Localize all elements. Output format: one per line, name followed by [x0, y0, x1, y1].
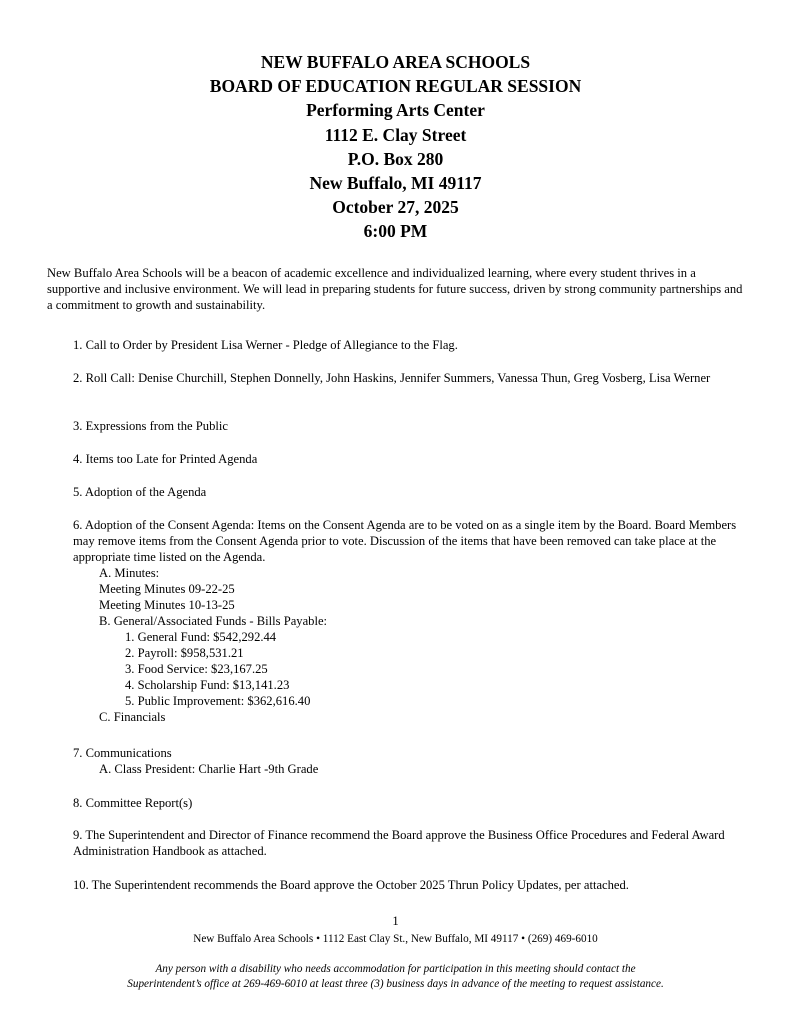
- agenda-item-5: 5. Adoption of the Agenda: [73, 485, 207, 499]
- fund-entry: 4. Scholarship Fund: $13,141.23: [125, 678, 290, 692]
- meeting-time: 6:00 PM: [363, 221, 428, 242]
- meeting-date: October 27, 2025: [332, 197, 459, 218]
- fund-entry: 5. Public Improvement: $362,616.40: [125, 694, 311, 708]
- accessibility-disclaimer: [0, 962, 791, 991]
- financials-label: C. Financials: [99, 710, 166, 724]
- class-president: A. Class President: Charlie Hart -9th Grade: [99, 762, 319, 776]
- agenda-item-10: 10. The Superintendent recommends the Board approve the October 2025 Thrun Policy Updates, per attached.: [73, 878, 629, 892]
- minutes-entry: Meeting Minutes 10-13-25: [99, 598, 235, 612]
- fund-entry: 3. Food Service: $23,167.25: [125, 662, 268, 676]
- footer-address: New Buffalo Area Schools • 1112 East Clay St., New Buffalo, MI 49117 • (269) 469-6010: [193, 933, 598, 945]
- agenda-item-9: 9. The Superintendent and Director of Finance recommend the Board approve the Business Office Procedures and Federal Award Administration Handbook as attached.: [73, 828, 725, 858]
- street-address: 1112 E. Clay Street: [324, 124, 467, 145]
- agenda-item-7: [73, 745, 743, 777]
- fund-entry: 2. Payroll: $958,531.21: [125, 646, 244, 660]
- communications-label: 7. Communications: [73, 746, 172, 760]
- city-state-zip: New Buffalo, MI 49117: [309, 173, 482, 194]
- document-header: [0, 50, 791, 244]
- district-name: NEW BUFFALO AREA SCHOOLS: [260, 52, 531, 72]
- consent-subitems: [73, 565, 743, 725]
- disclaimer-line: Superintendent’s office at 269-469-6010 at least three (3) business days in advance of the meeting to request assistance.: [127, 977, 664, 990]
- minutes-entry: Meeting Minutes 09-22-25: [99, 582, 235, 596]
- venue: Performing Arts Center: [306, 100, 485, 121]
- fund-entry: 1. General Fund: $542,292.44: [125, 630, 277, 644]
- agenda-item-2: 2. Roll Call: Denise Churchill, Stephen Donnelly, John Haskins, Jennifer Summers, Vanessa Thun, Greg Vosberg, Lisa Werner: [73, 371, 711, 385]
- agenda-item-3: 3. Expressions from the Public: [73, 419, 228, 433]
- page-number: 1: [392, 914, 399, 928]
- po-box: P.O. Box 280: [347, 148, 444, 169]
- session-title: BOARD OF EDUCATION REGULAR SESSION: [209, 76, 582, 97]
- disclaimer-line: Any person with a disability who needs accommodation for participation in this meeting should contact the: [155, 963, 636, 975]
- minutes-label: A. Minutes:: [99, 566, 160, 580]
- bills-payable-label: B. General/Associated Funds - Bills Payable:: [99, 614, 328, 628]
- agenda-item-6: 6. Adoption of the Consent Agenda: Items on the Consent Agenda are to be voted on as a single item by the Board. Board Members may remove items from the Consent Agenda prior to vote. Discussion of the items that have been removed can take place at the appropriate time listed on the Agenda.: [73, 518, 737, 564]
- agenda-item-8: 8. Committee Report(s): [73, 796, 193, 810]
- mission-statement: New Buffalo Area Schools will be a beacon of academic excellence and individualized learning, where every student thrives in a supportive and inclusive environment. We will lead in preparing students for future success, driven by strong community partnerships and a commitment to growth and sustainability.: [47, 266, 743, 312]
- agenda-item-1: 1. Call to Order by President Lisa Werner - Pledge of Allegiance to the Flag.: [73, 338, 458, 352]
- agenda-item-4: 4. Items too Late for Printed Agenda: [73, 452, 258, 466]
